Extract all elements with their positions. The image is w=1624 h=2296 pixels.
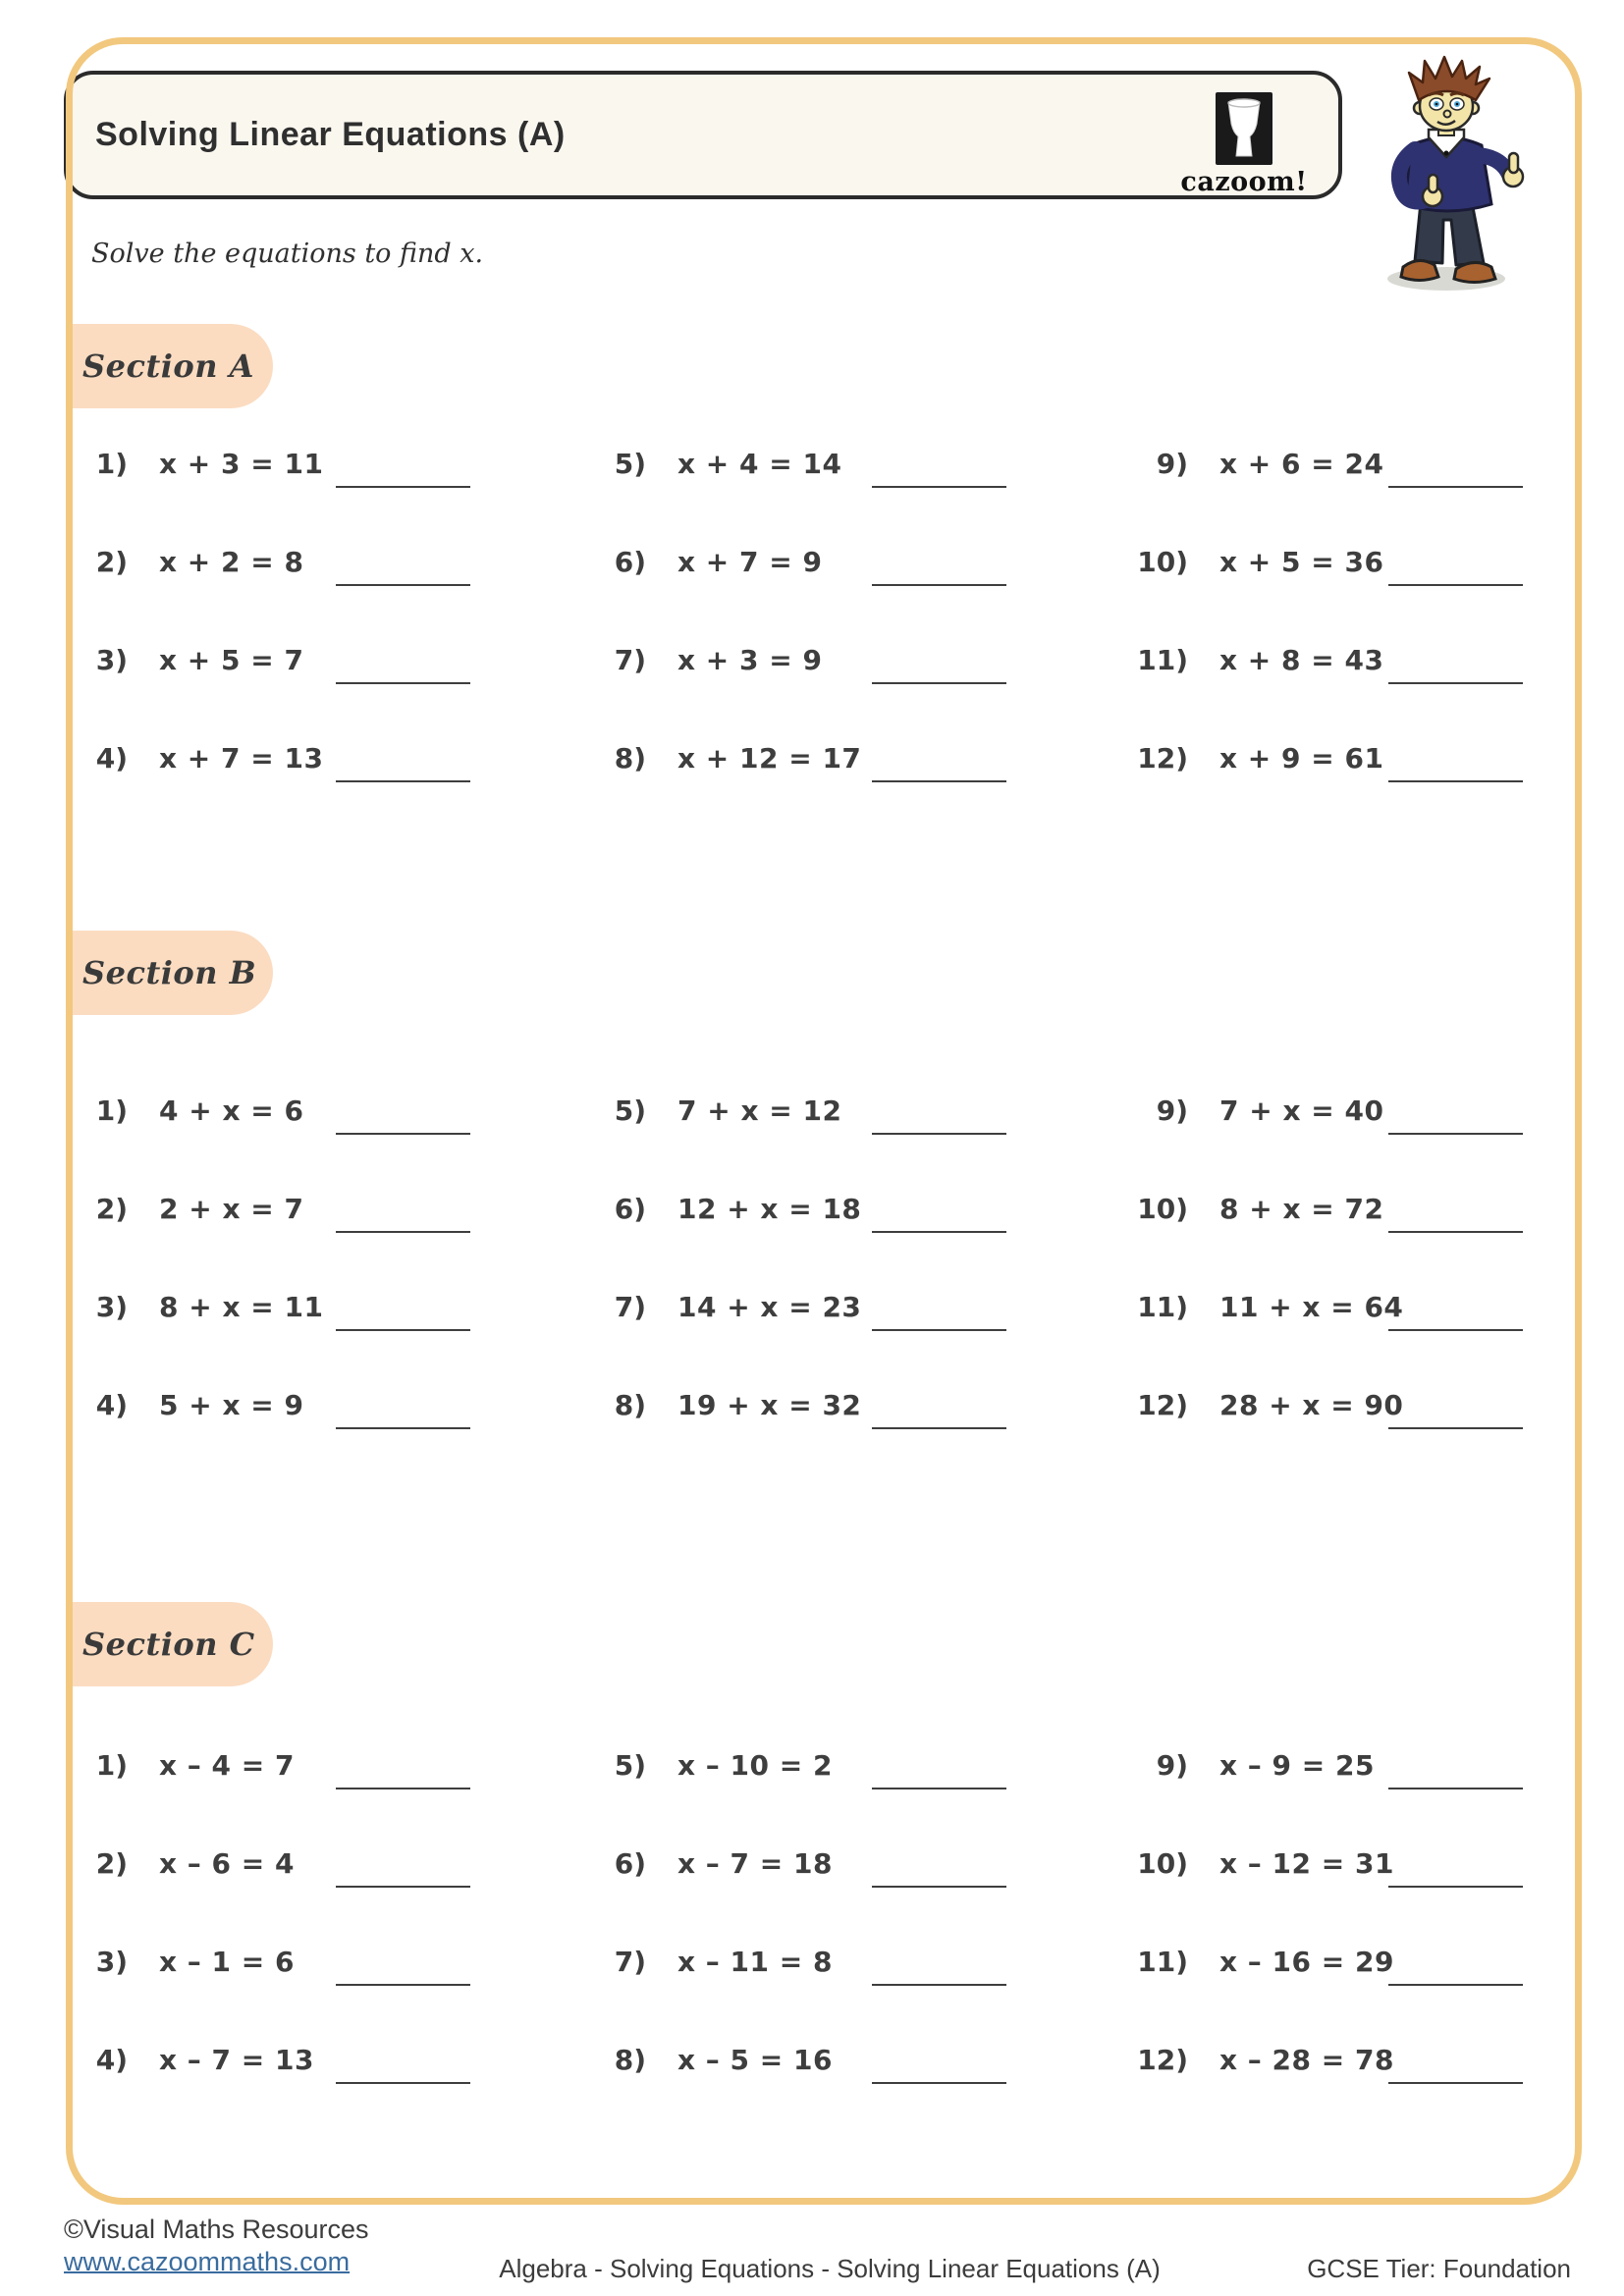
equation-text: x + 2 = 8	[159, 545, 304, 578]
equation-item	[1115, 1716, 1577, 1814]
item-number: 8)	[614, 2043, 646, 2076]
djembe-drum-icon	[1216, 92, 1272, 165]
item-number: 2)	[95, 1846, 128, 1880]
item-number: 2)	[95, 1192, 128, 1225]
item-number: 10)	[1137, 1846, 1188, 1880]
equation-item	[71, 709, 532, 807]
equation-item	[71, 414, 532, 512]
item-number: 4)	[95, 741, 128, 774]
equation-item	[581, 512, 1043, 611]
answer-blank-line[interactable]	[1388, 1231, 1523, 1233]
equation-item	[581, 2010, 1043, 2109]
answer-blank-line[interactable]	[336, 1788, 470, 1789]
item-number: 9)	[1156, 1748, 1188, 1782]
equation-text: 19 + x = 32	[677, 1388, 862, 1421]
answer-blank-line[interactable]	[1388, 1788, 1523, 1789]
equation-item	[71, 1912, 532, 2010]
item-number: 1)	[95, 1094, 128, 1127]
equation-item	[581, 1356, 1043, 1454]
equation-item	[1115, 2010, 1577, 2109]
item-number: 11)	[1137, 1290, 1188, 1323]
answer-blank-line[interactable]	[1388, 780, 1523, 782]
equation-text: x – 16 = 29	[1219, 1945, 1394, 1978]
answer-blank-line[interactable]	[1388, 1984, 1523, 1986]
section-c-label: Section C	[82, 1626, 255, 1663]
answer-blank-line[interactable]	[1388, 486, 1523, 488]
answer-blank-line[interactable]	[872, 486, 1006, 488]
answer-blank-line[interactable]	[336, 1984, 470, 1986]
equation-text: x – 7 = 13	[159, 2043, 314, 2076]
section-a-label: Section A	[82, 347, 254, 385]
equation-text: 4 + x = 6	[159, 1094, 304, 1127]
equation-item	[1115, 1061, 1577, 1159]
equation-item	[71, 1356, 532, 1454]
tier-label: GCSE Tier: Foundation	[1307, 2254, 1571, 2283]
answer-blank-line[interactable]	[336, 682, 470, 684]
footer-copyright: ©Visual Maths Resources	[64, 2215, 369, 2244]
answer-blank-line[interactable]	[872, 1886, 1006, 1888]
answer-blank-line[interactable]	[1388, 1133, 1523, 1135]
answer-blank-line[interactable]	[872, 1788, 1006, 1789]
section-a-header	[66, 324, 273, 408]
item-number: 12)	[1137, 2043, 1188, 2076]
answer-blank-line[interactable]	[336, 1427, 470, 1429]
equation-item	[1115, 611, 1577, 709]
item-number: 5)	[614, 1094, 646, 1127]
equation-text: 7 + x = 12	[677, 1094, 842, 1127]
equation-item	[71, 1159, 532, 1257]
equation-text: x + 4 = 14	[677, 447, 842, 480]
answer-blank-line[interactable]	[1388, 1329, 1523, 1331]
item-number: 10)	[1137, 545, 1188, 578]
answer-blank-line[interactable]	[872, 780, 1006, 782]
item-number: 11)	[1137, 1945, 1188, 1978]
equation-item	[581, 1061, 1043, 1159]
equation-text: x – 12 = 31	[1219, 1846, 1394, 1880]
section-b-items	[71, 1061, 1553, 1454]
footer-website-link[interactable]: www.cazoommaths.com	[64, 2247, 351, 2276]
title-box	[64, 71, 1342, 199]
equation-text: x – 11 = 8	[677, 1945, 833, 1978]
equation-item	[71, 1061, 532, 1159]
answer-blank-line[interactable]	[1388, 1427, 1523, 1429]
answer-blank-line[interactable]	[336, 780, 470, 782]
equation-item	[1115, 1912, 1577, 2010]
answer-blank-line[interactable]	[336, 1886, 470, 1888]
equation-item	[581, 1716, 1043, 1814]
item-number: 9)	[1156, 447, 1188, 480]
equation-item	[1115, 1814, 1577, 1912]
item-number: 5)	[614, 447, 646, 480]
item-number: 6)	[614, 545, 646, 578]
item-number: 3)	[95, 1945, 128, 1978]
equation-text: x – 4 = 7	[159, 1748, 295, 1782]
equation-text: 14 + x = 23	[677, 1290, 862, 1323]
equation-text: 7 + x = 40	[1219, 1094, 1384, 1127]
cazoom-logo-text: cazoom!	[1180, 167, 1308, 197]
equation-item	[1115, 1159, 1577, 1257]
item-number: 1)	[95, 447, 128, 480]
equation-text: x + 5 = 7	[159, 643, 304, 676]
equation-text: 12 + x = 18	[677, 1192, 862, 1225]
equation-item	[581, 709, 1043, 807]
equation-text: 5 + x = 9	[159, 1388, 304, 1421]
equation-item	[71, 1716, 532, 1814]
answer-blank-line[interactable]	[872, 682, 1006, 684]
equation-item	[581, 1814, 1043, 1912]
equation-item	[581, 1912, 1043, 2010]
answer-blank-line[interactable]	[872, 1133, 1006, 1135]
item-number: 7)	[614, 643, 646, 676]
item-number: 1)	[95, 1748, 128, 1782]
equation-text: 28 + x = 90	[1219, 1388, 1404, 1421]
cazoom-logo	[1180, 92, 1308, 197]
section-b-header	[66, 931, 273, 1015]
answer-blank-line[interactable]	[1388, 2082, 1523, 2084]
equation-text: x + 9 = 61	[1219, 741, 1384, 774]
answer-blank-line[interactable]	[1388, 1886, 1523, 1888]
equation-text: 8 + x = 11	[159, 1290, 324, 1323]
item-number: 8)	[614, 741, 646, 774]
answer-blank-line[interactable]	[336, 1231, 470, 1233]
answer-blank-line[interactable]	[872, 1231, 1006, 1233]
equation-item	[71, 1257, 532, 1356]
equation-item	[581, 611, 1043, 709]
item-number: 7)	[614, 1290, 646, 1323]
answer-blank-line[interactable]	[872, 584, 1006, 586]
item-number: 12)	[1137, 1388, 1188, 1421]
equation-item	[581, 1159, 1043, 1257]
equation-item	[1115, 1257, 1577, 1356]
equation-item	[71, 611, 532, 709]
equation-text: x + 7 = 9	[677, 545, 823, 578]
equation-text: x + 12 = 17	[677, 741, 862, 774]
equation-text: x – 28 = 78	[1219, 2043, 1394, 2076]
equation-item	[581, 1257, 1043, 1356]
item-number: 3)	[95, 1290, 128, 1323]
item-number: 7)	[614, 1945, 646, 1978]
section-c-header	[66, 1602, 273, 1686]
item-number: 6)	[614, 1846, 646, 1880]
equation-item	[1115, 1356, 1577, 1454]
equation-text: x – 5 = 16	[677, 2043, 833, 2076]
equation-item	[581, 414, 1043, 512]
equation-item	[1115, 414, 1577, 512]
item-number: 4)	[95, 1388, 128, 1421]
item-number: 8)	[614, 1388, 646, 1421]
equation-text: x – 6 = 4	[159, 1846, 295, 1880]
item-number: 5)	[614, 1748, 646, 1782]
item-number: 12)	[1137, 741, 1188, 774]
mascot-boy-illustration	[1360, 55, 1542, 295]
answer-blank-line[interactable]	[1388, 682, 1523, 684]
equation-text: 2 + x = 7	[159, 1192, 304, 1225]
item-number: 11)	[1137, 643, 1188, 676]
page-title: Solving Linear Equations (A)	[95, 116, 566, 153]
item-number: 6)	[614, 1192, 646, 1225]
answer-blank-line[interactable]	[336, 1329, 470, 1331]
item-number: 10)	[1137, 1192, 1188, 1225]
equation-text: x + 7 = 13	[159, 741, 324, 774]
equation-text: x + 3 = 9	[677, 643, 823, 676]
answer-blank-line[interactable]	[336, 1133, 470, 1135]
equation-text: x – 9 = 25	[1219, 1748, 1375, 1782]
equation-text: 8 + x = 72	[1219, 1192, 1384, 1225]
equation-item	[71, 1814, 532, 1912]
section-a-items	[71, 414, 1553, 807]
equation-item	[71, 512, 532, 611]
breadcrumb: Algebra - Solving Equations - Solving Linear Equations (A)	[499, 2254, 1161, 2283]
item-number: 2)	[95, 545, 128, 578]
section-c-items	[71, 1716, 1553, 2109]
answer-blank-line[interactable]	[872, 1427, 1006, 1429]
answer-blank-line[interactable]	[872, 2082, 1006, 2084]
equation-item	[1115, 512, 1577, 611]
answer-blank-line[interactable]	[1388, 584, 1523, 586]
equation-text: x + 8 = 43	[1219, 643, 1384, 676]
item-number: 9)	[1156, 1094, 1188, 1127]
equation-text: x – 10 = 2	[677, 1748, 833, 1782]
equation-text: x + 5 = 36	[1219, 545, 1384, 578]
answer-blank-line[interactable]	[336, 584, 470, 586]
answer-blank-line[interactable]	[336, 486, 470, 488]
item-number: 3)	[95, 643, 128, 676]
instruction-text: Solve the equations to find x.	[91, 239, 484, 269]
section-b-label: Section B	[82, 954, 257, 991]
answer-blank-line[interactable]	[336, 2082, 470, 2084]
equation-item	[1115, 709, 1577, 807]
equation-text: 11 + x = 64	[1219, 1290, 1404, 1323]
equation-text: x – 7 = 18	[677, 1846, 833, 1880]
answer-blank-line[interactable]	[872, 1984, 1006, 1986]
equation-text: x + 3 = 11	[159, 447, 324, 480]
item-number: 4)	[95, 2043, 128, 2076]
answer-blank-line[interactable]	[872, 1329, 1006, 1331]
equation-item	[71, 2010, 532, 2109]
equation-text: x + 6 = 24	[1219, 447, 1384, 480]
equation-text: x – 1 = 6	[159, 1945, 295, 1978]
